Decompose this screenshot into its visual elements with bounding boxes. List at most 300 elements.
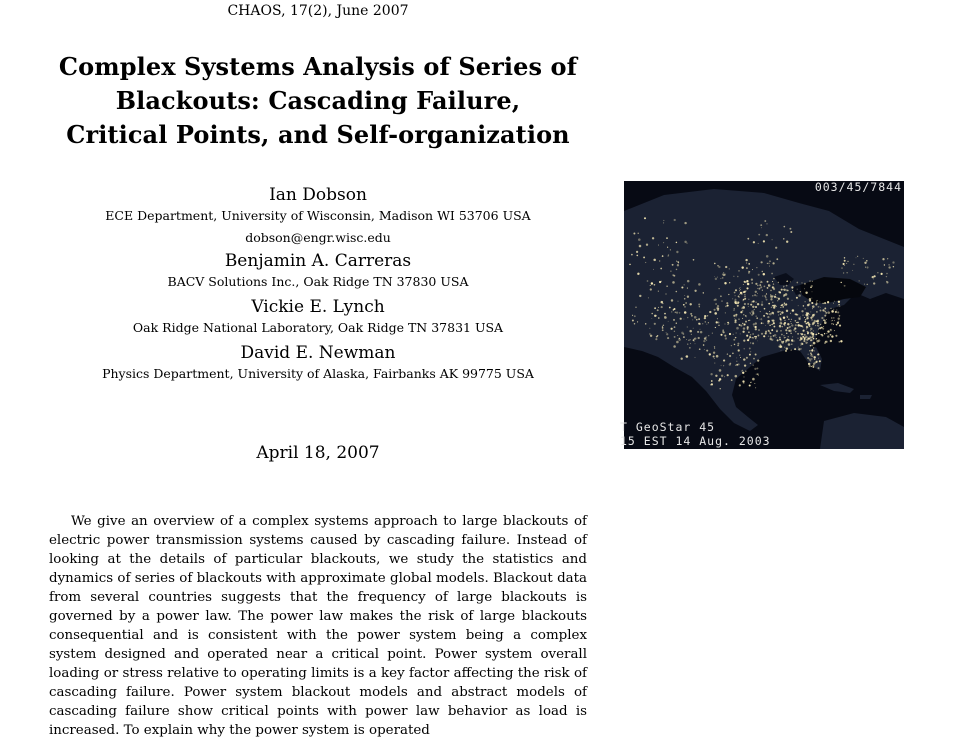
city-light-dot bbox=[662, 303, 663, 304]
city-light-dot bbox=[809, 300, 811, 302]
city-light-dot bbox=[750, 351, 751, 352]
city-light-dot bbox=[753, 326, 754, 327]
city-light-dot bbox=[684, 241, 686, 243]
city-light-dot bbox=[713, 356, 715, 358]
city-light-dot bbox=[797, 289, 798, 290]
city-light-dot bbox=[705, 321, 706, 322]
city-light-dot bbox=[755, 283, 757, 285]
city-light-dot bbox=[782, 306, 784, 308]
city-light-dot bbox=[749, 384, 751, 386]
city-light-dot bbox=[727, 305, 729, 307]
city-light-dot bbox=[782, 326, 783, 327]
city-light-dot bbox=[748, 331, 750, 333]
city-light-dot bbox=[729, 282, 730, 283]
city-light-dot bbox=[807, 304, 809, 306]
city-light-dot bbox=[725, 324, 726, 325]
city-light-dot bbox=[743, 327, 745, 329]
city-light-dot bbox=[818, 323, 819, 324]
city-light-dot bbox=[831, 310, 834, 313]
city-light-dot bbox=[663, 325, 664, 326]
city-light-dot bbox=[683, 333, 685, 335]
city-light-dot bbox=[787, 323, 789, 325]
city-light-dot bbox=[686, 339, 687, 340]
city-light-dot bbox=[787, 339, 789, 341]
city-light-dot bbox=[722, 329, 724, 331]
city-light-dot bbox=[786, 280, 788, 282]
city-light-dot bbox=[757, 359, 759, 361]
city-light-dot bbox=[743, 358, 745, 360]
city-light-dot bbox=[714, 309, 716, 311]
city-light-dot bbox=[769, 314, 770, 315]
city-light-dot bbox=[811, 298, 812, 299]
city-light-dot bbox=[772, 239, 773, 240]
city-light-dot bbox=[638, 238, 641, 241]
city-light-dot bbox=[877, 272, 878, 273]
city-light-dot bbox=[660, 268, 662, 270]
city-light-dot bbox=[772, 312, 774, 314]
city-light-dot bbox=[796, 322, 797, 323]
city-light-dot bbox=[724, 376, 725, 377]
city-light-dot bbox=[754, 383, 755, 384]
city-light-dot bbox=[646, 244, 648, 246]
night-lights-map bbox=[624, 181, 904, 449]
city-light-dot bbox=[657, 309, 659, 311]
city-light-dot bbox=[654, 259, 655, 260]
city-light-dot bbox=[703, 292, 704, 293]
city-light-dot bbox=[767, 316, 769, 318]
city-light-dot bbox=[771, 324, 772, 325]
city-light-dot bbox=[755, 322, 757, 324]
city-light-dot bbox=[809, 365, 811, 367]
city-light-dot bbox=[708, 335, 709, 336]
city-light-dot bbox=[759, 284, 761, 286]
city-light-dot bbox=[838, 301, 840, 303]
city-light-dot bbox=[886, 276, 887, 277]
city-light-dot bbox=[774, 305, 776, 307]
city-light-dot bbox=[815, 334, 816, 335]
city-light-dot bbox=[750, 382, 751, 383]
city-light-dot bbox=[694, 357, 695, 358]
publication-date: April 18, 2007 bbox=[256, 443, 380, 463]
city-light-dot bbox=[761, 319, 762, 320]
city-light-dot bbox=[748, 306, 749, 307]
city-light-dot bbox=[709, 353, 711, 355]
city-light-dot bbox=[800, 337, 802, 339]
city-light-dot bbox=[779, 337, 781, 339]
city-light-dot bbox=[747, 303, 749, 305]
city-light-dot bbox=[743, 284, 744, 285]
city-light-dot bbox=[739, 288, 740, 289]
city-light-dot bbox=[882, 258, 884, 260]
city-light-dot bbox=[798, 305, 799, 306]
city-light-dot bbox=[637, 321, 638, 322]
city-light-dot bbox=[769, 311, 770, 312]
city-light-dot bbox=[723, 331, 725, 333]
city-light-dot bbox=[673, 309, 675, 311]
city-light-dot bbox=[806, 339, 808, 341]
city-light-dot bbox=[752, 269, 753, 270]
city-light-dot bbox=[719, 378, 721, 380]
city-light-dot bbox=[804, 283, 806, 285]
city-light-dot bbox=[685, 356, 686, 357]
city-light-dot bbox=[732, 298, 733, 299]
city-light-dot bbox=[726, 302, 728, 304]
city-light-dot bbox=[802, 330, 804, 332]
city-light-dot bbox=[808, 323, 810, 325]
city-light-dot bbox=[791, 286, 793, 288]
city-light-dot bbox=[789, 228, 791, 230]
city-light-dot bbox=[742, 318, 743, 319]
satellite-caption: T GeoStar 45 bbox=[620, 420, 716, 434]
author-name: David E. Newman bbox=[240, 343, 396, 363]
city-light-dot bbox=[732, 353, 734, 355]
city-light-dot bbox=[636, 255, 638, 257]
abstract-text: We give an overview of a complex systems approach to large blackouts of electric power transmission systems caused by cascading failure. Instead of looking at the details of particular blackouts, we study the statistics and dynamics of series of blackouts with approximate global models. Blackout data from several countries suggests that the frequency of large blackouts is governed by a power law. The power law makes the risk of large blackouts consequential and is consistent with the power system being a complex system designed and operated near a critical point. Power system overall loading or stress relative to operating limits is a key factor affecting the risk of cascading failure. Power system blackout models and abstract models of cascading failure show critical points with power law behavior as load is increased. To explain why the power system is operated bbox=[49, 514, 587, 738]
city-light-dot bbox=[867, 284, 868, 285]
city-light-dot bbox=[786, 289, 788, 291]
city-light-dot bbox=[802, 343, 804, 345]
city-light-dot bbox=[674, 219, 676, 221]
city-light-dot bbox=[671, 299, 673, 301]
city-light-dot bbox=[737, 301, 738, 302]
city-light-dot bbox=[749, 312, 750, 313]
city-light-dot bbox=[723, 274, 725, 276]
city-light-dot bbox=[783, 289, 784, 290]
caribbean-islands bbox=[820, 383, 872, 399]
city-light-dot bbox=[810, 339, 812, 341]
city-light-dot bbox=[797, 324, 799, 326]
city-light-dot bbox=[672, 281, 675, 284]
city-light-dot bbox=[745, 370, 746, 371]
city-light-dot bbox=[736, 364, 737, 365]
city-light-dot bbox=[733, 339, 735, 341]
city-light-dot bbox=[755, 302, 756, 303]
city-light-dot bbox=[700, 331, 703, 334]
city-light-dot bbox=[766, 223, 767, 224]
city-light-dot bbox=[881, 273, 883, 275]
city-light-dot bbox=[756, 267, 757, 268]
city-light-dot bbox=[841, 268, 842, 269]
city-light-dot bbox=[833, 303, 834, 304]
city-light-dot bbox=[743, 300, 744, 301]
city-light-dot bbox=[693, 259, 695, 261]
city-light-dot bbox=[668, 321, 669, 322]
city-light-dot bbox=[817, 325, 818, 326]
city-light-dot bbox=[707, 315, 709, 317]
city-light-dot bbox=[728, 323, 729, 324]
city-light-dot bbox=[730, 363, 732, 365]
city-light-dot bbox=[745, 259, 747, 261]
city-light-dot bbox=[632, 315, 633, 316]
city-light-dot bbox=[776, 297, 777, 298]
city-light-dot bbox=[662, 255, 664, 257]
city-light-dot bbox=[757, 293, 758, 294]
city-light-dot bbox=[873, 278, 874, 279]
city-light-dot bbox=[738, 349, 740, 351]
city-light-dot bbox=[802, 334, 803, 335]
city-light-dot bbox=[888, 264, 890, 266]
city-light-dot bbox=[804, 301, 805, 302]
city-light-dot bbox=[734, 344, 736, 346]
city-light-dot bbox=[811, 366, 812, 367]
city-light-dot bbox=[811, 349, 813, 351]
city-light-dot bbox=[725, 312, 726, 313]
city-light-dot bbox=[661, 301, 664, 304]
city-light-dot bbox=[723, 272, 724, 273]
city-light-dot bbox=[733, 334, 734, 335]
city-light-dot bbox=[745, 321, 747, 323]
city-light-dot bbox=[838, 304, 839, 305]
city-light-dot bbox=[720, 295, 722, 297]
city-light-dot bbox=[723, 360, 725, 362]
city-light-dot bbox=[735, 299, 737, 301]
city-light-dot bbox=[790, 321, 791, 322]
city-light-dot bbox=[764, 220, 766, 222]
city-light-dot bbox=[755, 338, 757, 340]
city-light-dot bbox=[665, 293, 666, 294]
city-light-dot bbox=[761, 318, 762, 319]
city-light-dot bbox=[752, 333, 754, 335]
city-light-dot bbox=[719, 369, 722, 372]
city-light-dot bbox=[788, 336, 789, 337]
city-light-dot bbox=[689, 303, 691, 305]
title-line-3: Critical Points, and Self-organization bbox=[66, 120, 570, 149]
city-light-dot bbox=[714, 348, 715, 349]
city-light-dot bbox=[822, 309, 824, 311]
city-light-dot bbox=[762, 271, 763, 272]
author-list bbox=[0, 184, 636, 388]
city-light-dot bbox=[704, 337, 706, 339]
city-light-dot bbox=[788, 343, 791, 346]
city-light-dot bbox=[743, 340, 745, 342]
city-light-dot bbox=[742, 380, 744, 382]
city-light-dot bbox=[844, 260, 846, 262]
city-light-dot bbox=[629, 264, 631, 266]
city-light-dot bbox=[832, 320, 833, 321]
city-light-dot bbox=[843, 272, 844, 273]
city-light-dot bbox=[772, 281, 773, 282]
city-light-dot bbox=[631, 254, 633, 256]
city-light-dot bbox=[760, 224, 762, 226]
city-light-dot bbox=[740, 325, 742, 327]
city-light-dot bbox=[795, 314, 797, 316]
city-light-dot bbox=[724, 282, 726, 284]
city-light-dot bbox=[791, 319, 792, 320]
city-light-dot bbox=[784, 304, 786, 306]
city-light-dot bbox=[779, 339, 781, 341]
city-light-dot bbox=[768, 263, 769, 264]
city-light-dot bbox=[761, 261, 763, 263]
city-light-dot bbox=[830, 308, 831, 309]
city-light-dot bbox=[683, 304, 685, 306]
city-light-dot bbox=[758, 243, 759, 244]
city-light-dot bbox=[651, 318, 652, 319]
city-light-dot bbox=[742, 372, 744, 374]
city-light-dot bbox=[754, 294, 756, 296]
city-light-dot bbox=[802, 315, 803, 316]
city-light-dot bbox=[844, 265, 845, 266]
city-light-dot bbox=[763, 323, 764, 324]
city-light-dot bbox=[765, 325, 766, 326]
city-light-dot bbox=[669, 307, 671, 309]
city-light-dot bbox=[817, 323, 818, 324]
city-light-dot bbox=[873, 282, 875, 284]
city-light-dot bbox=[886, 281, 887, 282]
city-light-dot bbox=[751, 282, 753, 284]
city-light-dot bbox=[807, 322, 808, 323]
city-light-dot bbox=[806, 326, 808, 328]
city-light-dot bbox=[801, 310, 803, 312]
city-light-dot bbox=[738, 270, 739, 271]
city-light-dot bbox=[768, 303, 770, 305]
city-light-dot bbox=[794, 327, 796, 329]
author-affiliation: Oak Ridge National Laboratory, Oak Ridge TN 37831 USA bbox=[132, 320, 504, 335]
city-light-dot bbox=[712, 333, 713, 334]
city-light-dot bbox=[780, 344, 781, 345]
city-light-dot bbox=[798, 294, 801, 297]
city-light-dot bbox=[838, 318, 840, 320]
city-light-dot bbox=[827, 301, 829, 303]
city-light-dot bbox=[813, 338, 815, 340]
city-light-dot bbox=[767, 322, 769, 324]
city-light-dot bbox=[847, 261, 848, 262]
city-light-dot bbox=[666, 333, 668, 335]
city-light-dot bbox=[830, 334, 832, 336]
city-light-dot bbox=[752, 306, 754, 308]
city-light-dot bbox=[797, 333, 799, 335]
city-light-dot bbox=[771, 273, 773, 275]
city-light-dot bbox=[812, 314, 815, 317]
city-light-dot bbox=[714, 263, 716, 265]
city-light-dot bbox=[786, 285, 788, 287]
city-light-dot bbox=[632, 319, 634, 321]
city-light-dot bbox=[821, 317, 823, 319]
city-light-dot bbox=[773, 278, 775, 280]
city-light-dot bbox=[745, 281, 747, 283]
city-light-dot bbox=[749, 336, 750, 337]
city-light-dot bbox=[656, 336, 658, 338]
city-light-dot bbox=[676, 291, 678, 293]
city-light-dot bbox=[816, 334, 818, 336]
city-light-dot bbox=[758, 234, 760, 236]
city-light-dot bbox=[698, 323, 700, 325]
city-light-dot bbox=[690, 339, 691, 340]
city-light-dot bbox=[825, 341, 827, 343]
city-light-dot bbox=[844, 257, 845, 258]
city-light-dot bbox=[812, 305, 815, 308]
city-light-dot bbox=[713, 352, 715, 354]
city-light-dot bbox=[739, 294, 740, 295]
city-light-dot bbox=[780, 313, 782, 315]
city-light-dot bbox=[813, 363, 815, 365]
city-light-dot bbox=[800, 345, 801, 346]
city-light-dot bbox=[781, 341, 784, 344]
city-light-dot bbox=[853, 264, 854, 265]
city-light-dot bbox=[832, 323, 833, 324]
city-light-dot bbox=[763, 315, 765, 317]
city-light-dot bbox=[785, 293, 788, 296]
city-light-dot bbox=[711, 380, 713, 382]
city-light-dot bbox=[836, 324, 838, 326]
city-light-dot bbox=[738, 318, 740, 320]
city-light-dot bbox=[811, 354, 812, 355]
city-light-dot bbox=[653, 269, 654, 270]
city-light-dot bbox=[721, 365, 722, 366]
city-light-dot bbox=[757, 288, 758, 289]
city-light-dot bbox=[645, 323, 646, 324]
city-light-dot bbox=[795, 331, 797, 333]
city-light-dot bbox=[800, 348, 802, 350]
city-light-dot bbox=[736, 327, 739, 330]
city-light-dot bbox=[766, 299, 768, 301]
city-light-dot bbox=[780, 330, 782, 332]
city-light-dot bbox=[755, 328, 757, 330]
city-light-dot bbox=[744, 298, 746, 300]
city-light-dot bbox=[692, 319, 693, 320]
city-light-dot bbox=[768, 285, 769, 286]
city-light-dot bbox=[753, 358, 755, 360]
city-light-dot bbox=[780, 307, 781, 308]
city-light-dot bbox=[760, 319, 761, 320]
city-light-dot bbox=[792, 309, 795, 312]
city-light-dot bbox=[816, 300, 817, 301]
city-light-dot bbox=[636, 251, 638, 253]
city-light-dot bbox=[766, 313, 767, 314]
city-light-dot bbox=[856, 257, 857, 258]
city-light-dot bbox=[825, 311, 826, 312]
city-light-dot bbox=[733, 276, 734, 277]
city-light-dot bbox=[810, 328, 812, 330]
city-light-dot bbox=[806, 329, 807, 330]
city-light-dot bbox=[802, 282, 803, 283]
city-light-dot bbox=[674, 331, 675, 332]
city-light-dot bbox=[778, 314, 779, 315]
city-light-dot bbox=[634, 323, 636, 325]
city-light-dot bbox=[723, 365, 724, 366]
city-light-dot bbox=[706, 324, 707, 325]
city-light-dot bbox=[782, 304, 783, 305]
city-light-dot bbox=[762, 290, 763, 291]
city-light-dot bbox=[834, 330, 835, 331]
city-light-dot bbox=[787, 317, 788, 318]
city-light-dot bbox=[813, 342, 816, 345]
city-light-dot bbox=[750, 342, 751, 343]
city-light-dot bbox=[886, 273, 888, 275]
city-light-dot bbox=[687, 243, 688, 244]
city-light-dot bbox=[804, 334, 806, 336]
city-light-dot bbox=[824, 319, 826, 321]
city-light-dot bbox=[767, 287, 769, 289]
city-light-dot bbox=[884, 264, 885, 265]
city-light-dot bbox=[812, 281, 813, 282]
city-light-dot bbox=[748, 299, 749, 300]
city-light-dot bbox=[694, 316, 697, 319]
city-light-dot bbox=[755, 354, 757, 356]
city-light-dot bbox=[666, 237, 668, 239]
city-light-dot bbox=[831, 320, 832, 321]
city-light-dot bbox=[773, 326, 775, 328]
city-light-dot bbox=[635, 307, 636, 308]
city-light-dot bbox=[807, 342, 808, 343]
city-light-dot bbox=[813, 330, 814, 331]
city-light-dot bbox=[804, 338, 806, 340]
city-light-dot bbox=[737, 343, 739, 345]
city-light-dot bbox=[819, 360, 821, 362]
city-light-dot bbox=[747, 326, 749, 328]
city-light-dot bbox=[714, 358, 715, 359]
city-light-dot bbox=[816, 311, 818, 313]
city-light-dot bbox=[698, 337, 700, 339]
